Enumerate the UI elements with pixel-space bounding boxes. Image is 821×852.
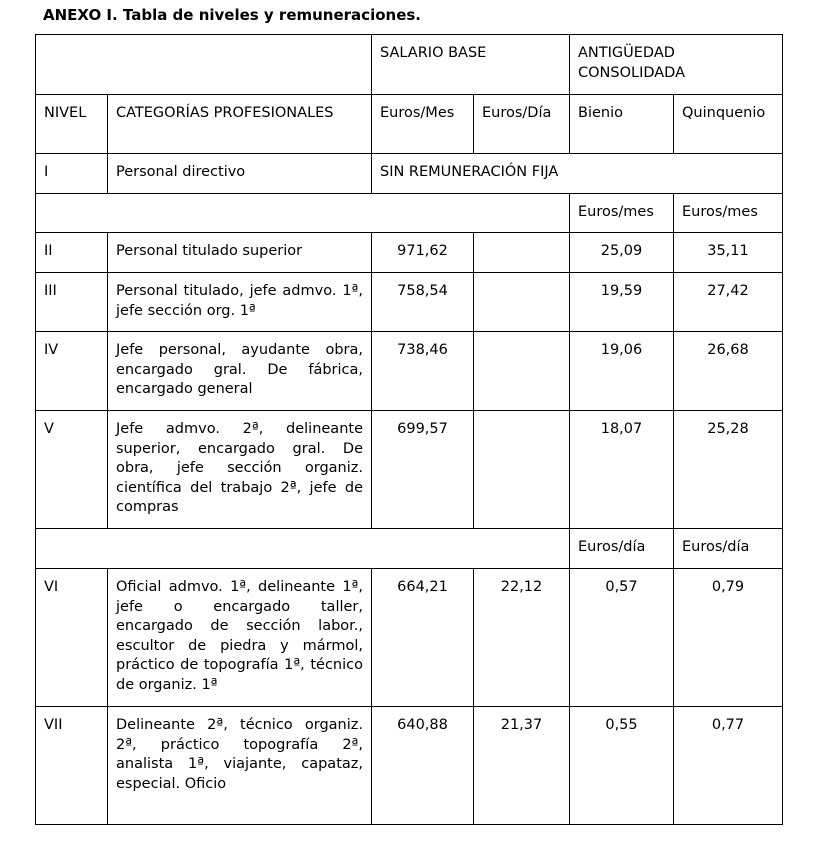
document-title: ANEXO I. Tabla de niveles y remuneraciones. bbox=[43, 6, 421, 24]
bienio-cell: 19,06 bbox=[570, 332, 674, 411]
unit-bienio-mes: Euros/mes bbox=[570, 194, 674, 233]
nivel-cell: III bbox=[36, 273, 108, 332]
euros-dia-cell bbox=[474, 332, 570, 411]
euros-mes-cell: 738,46 bbox=[372, 332, 474, 411]
euros-mes-cell: 699,57 bbox=[372, 411, 474, 529]
header-quinquenio: Quinquenio bbox=[674, 95, 783, 154]
unit-empty-cell bbox=[36, 529, 570, 569]
unit-quinquenio-mes: Euros/mes bbox=[674, 194, 783, 233]
quinquenio-cell: 0,77 bbox=[674, 707, 783, 825]
header-nivel: NIVEL bbox=[36, 95, 108, 154]
table-row bbox=[36, 707, 783, 825]
unit-quinquenio-dia: Euros/día bbox=[674, 529, 783, 569]
euros-mes-cell: 640,88 bbox=[372, 707, 474, 825]
quinquenio-cell: 0,79 bbox=[674, 569, 783, 707]
header-bienio: Bienio bbox=[570, 95, 674, 154]
header-antiguedad: ANTIGÜEDAD CONSOLIDADA bbox=[570, 35, 783, 95]
categoria-cell: Personal directivo bbox=[108, 154, 372, 194]
euros-dia-cell: 21,37 bbox=[474, 707, 570, 825]
quinquenio-cell: 35,11 bbox=[674, 233, 783, 273]
table-row bbox=[36, 411, 783, 529]
unit-empty-cell bbox=[36, 194, 570, 233]
euros-dia-cell: 22,12 bbox=[474, 569, 570, 707]
categoria-cell: Jefe personal, ayudante obra, encargado gral. De fábrica, encargado general bbox=[108, 332, 372, 411]
categoria-cell: Personal titulado, jefe admvo. 1ª, jefe sección org. 1ª bbox=[108, 273, 372, 332]
unit-bienio-dia: Euros/día bbox=[570, 529, 674, 569]
table-row-directivo bbox=[36, 154, 783, 194]
table-row bbox=[36, 273, 783, 332]
bienio-cell: 0,57 bbox=[570, 569, 674, 707]
euros-mes-cell: 971,62 bbox=[372, 233, 474, 273]
bienio-cell: 25,09 bbox=[570, 233, 674, 273]
unit-row-mes bbox=[36, 194, 783, 233]
header-euros-mes: Euros/Mes bbox=[372, 95, 474, 154]
header-euros-dia: Euros/Día bbox=[474, 95, 570, 154]
table-row bbox=[36, 569, 783, 707]
euros-mes-cell: 758,54 bbox=[372, 273, 474, 332]
table-row bbox=[36, 233, 783, 273]
bienio-cell: 0,55 bbox=[570, 707, 674, 825]
euros-dia-cell bbox=[474, 411, 570, 529]
nivel-cell: I bbox=[36, 154, 108, 194]
bienio-cell: 19,59 bbox=[570, 273, 674, 332]
quinquenio-cell: 25,28 bbox=[674, 411, 783, 529]
unit-row-dia bbox=[36, 529, 783, 569]
quinquenio-cell: 26,68 bbox=[674, 332, 783, 411]
categoria-cell: Delineante 2ª, técnico organiz. 2ª, práctico topografía 2ª, analista 1ª, viajante, capataz, especial. Oficio bbox=[108, 707, 372, 825]
header-row-groups bbox=[36, 35, 783, 95]
categoria-cell: Oficial admvo. 1ª, delineante 1ª, jefe o encargado taller, encargado de sección labor., escultor de piedra y mármol, práctico de topografía 1ª, técnico de organiz. 1ª bbox=[108, 569, 372, 707]
nivel-cell: VI bbox=[36, 569, 108, 707]
quinquenio-cell: 27,42 bbox=[674, 273, 783, 332]
euros-dia-cell bbox=[474, 273, 570, 332]
header-empty-cell bbox=[36, 35, 372, 95]
nivel-cell: IV bbox=[36, 332, 108, 411]
nivel-cell: V bbox=[36, 411, 108, 529]
nivel-cell: II bbox=[36, 233, 108, 273]
categoria-cell: Personal titulado superior bbox=[108, 233, 372, 273]
bienio-cell: 18,07 bbox=[570, 411, 674, 529]
header-categorias: CATEGORÍAS PROFESIONALES bbox=[108, 95, 372, 154]
sin-remuneracion-cell: SIN REMUNERACIÓN FIJA bbox=[372, 154, 783, 194]
header-row-columns bbox=[36, 95, 783, 154]
euros-dia-cell bbox=[474, 233, 570, 273]
remuneration-table bbox=[35, 34, 783, 825]
header-salario-base: SALARIO BASE bbox=[372, 35, 570, 95]
table-row bbox=[36, 332, 783, 411]
categoria-cell: Jefe admvo. 2ª, delineante superior, encargado gral. De obra, jefe sección organiz. científica del trabajo 2ª, jefe de compras bbox=[108, 411, 372, 529]
euros-mes-cell: 664,21 bbox=[372, 569, 474, 707]
nivel-cell: VII bbox=[36, 707, 108, 825]
